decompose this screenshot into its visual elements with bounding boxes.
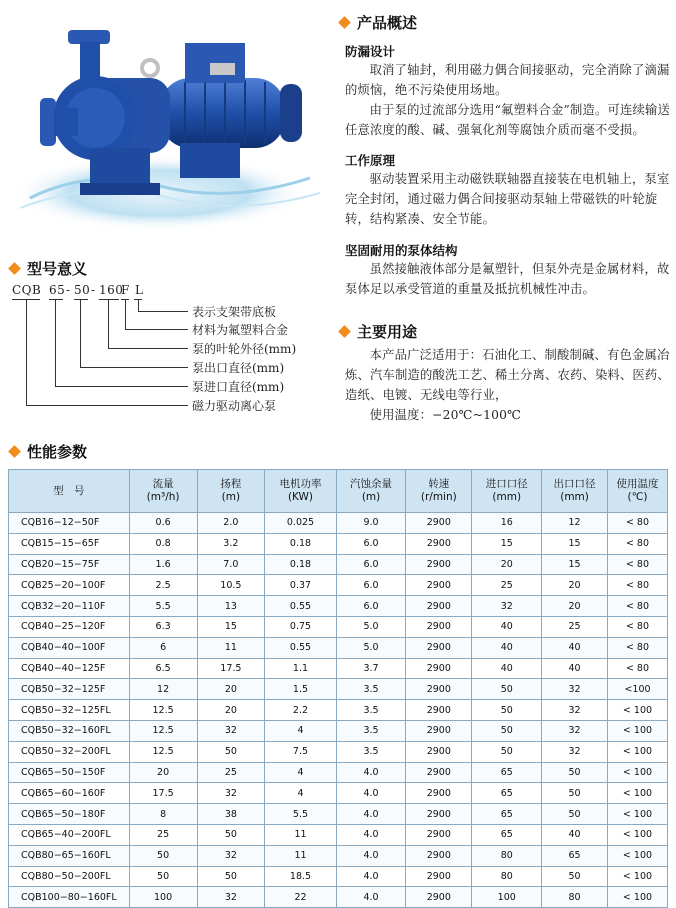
table-row: [9, 866, 668, 887]
leader-line: [80, 367, 188, 368]
table-row: [9, 533, 668, 554]
main-uses-title-text: 主要用途: [357, 323, 418, 341]
table-cell: 0.8: [129, 533, 197, 554]
table-cell: 50: [472, 700, 542, 721]
table-cell: 4.0: [336, 762, 405, 783]
table-cell: < 100: [607, 762, 667, 783]
table-cell: 2900: [406, 533, 472, 554]
table-cell: 2900: [406, 845, 472, 866]
table-cell: 5.5: [265, 804, 337, 825]
table-cell: 6.0: [336, 533, 405, 554]
column-header-label: 型 号: [53, 484, 85, 497]
table-cell: 16: [472, 513, 542, 534]
table-cell: 7.0: [197, 554, 265, 575]
table-cell: 2900: [406, 554, 472, 575]
table-row: [9, 824, 668, 845]
column-header-label: 转速: [428, 478, 450, 490]
table-cell: 22: [265, 887, 337, 908]
column-header-unit: (m): [361, 491, 381, 503]
table-cell: 0.18: [265, 533, 337, 554]
table-cell: 6: [129, 637, 197, 658]
table-cell: 40: [472, 637, 542, 658]
table-row: [9, 596, 668, 617]
table-cell: 20: [542, 596, 608, 617]
table-cell: 0.55: [265, 637, 337, 658]
table-cell: 5.0: [336, 616, 405, 637]
table-cell: 2900: [406, 679, 472, 700]
model-cell: CQB50−32−200FL: [9, 741, 130, 762]
table-cell: < 100: [607, 824, 667, 845]
table-cell: 4.0: [336, 887, 405, 908]
table-cell: 15: [197, 616, 265, 637]
table-cell: 50: [542, 783, 608, 804]
table-cell: 11: [265, 824, 337, 845]
column-header: [197, 470, 265, 513]
table-cell: 65: [472, 762, 542, 783]
table-cell: < 80: [607, 637, 667, 658]
working-principle-heading: 工作原理: [345, 153, 396, 168]
model-code-inlet: 65: [49, 283, 66, 297]
table-cell: 3.5: [336, 741, 405, 762]
table-cell: 6.3: [129, 616, 197, 637]
table-cell: 2900: [406, 762, 472, 783]
column-header-label: 流量: [152, 478, 174, 490]
table-cell: 20: [197, 700, 265, 721]
column-header: [406, 470, 472, 513]
legend-outlet-diameter: 泵出口直径(mm): [192, 361, 285, 375]
table-cell: 17.5: [129, 783, 197, 804]
table-cell: 50: [542, 804, 608, 825]
model-code-impeller: 160: [99, 283, 124, 297]
main-uses-title: [340, 321, 417, 342]
table-cell: 2900: [406, 741, 472, 762]
model-cell: CQB20−15−75F: [9, 554, 130, 575]
table-cell: 9.0: [336, 513, 405, 534]
table-cell: < 80: [607, 575, 667, 596]
table-row: [9, 637, 668, 658]
column-header-unit: (mm): [560, 491, 589, 503]
model-code-dash-1: -: [66, 283, 71, 297]
table-cell: 4.0: [336, 866, 405, 887]
table-cell: 40: [542, 637, 608, 658]
legend-base-plate: 表示支架带底板: [192, 305, 277, 319]
table-cell: 2900: [406, 804, 472, 825]
table-cell: 50: [472, 741, 542, 762]
column-header: [336, 470, 405, 513]
table-body: [9, 513, 668, 908]
table-cell: 15: [472, 533, 542, 554]
table-cell: 32: [542, 741, 608, 762]
table-cell: 2900: [406, 824, 472, 845]
column-header-label: 电机功率: [279, 478, 322, 490]
model-cell: CQB50−32−160FL: [9, 720, 130, 741]
table-cell: 1.5: [265, 679, 337, 700]
main-uses-paragraph: 本产品广泛适用于：石油化工、制酸制碱、有色金属冶炼、汽车制造的酸洗工艺、稀土分离、农药、染料、医药、造纸、电镀、无线电等行业，: [345, 348, 670, 402]
table-cell: 65: [472, 804, 542, 825]
leader-line: [138, 311, 188, 312]
table-row: [9, 575, 668, 596]
table-cell: 2900: [406, 700, 472, 721]
model-cell: CQB65−50−150F: [9, 762, 130, 783]
table-cell: 2.0: [197, 513, 265, 534]
table-cell: 0.55: [265, 596, 337, 617]
table-cell: 6.5: [129, 658, 197, 679]
product-overview-title-text: 产品概述: [357, 14, 418, 32]
table-cell: 10.5: [197, 575, 265, 596]
table-cell: 32: [197, 845, 265, 866]
leader-line: [108, 348, 188, 349]
table-cell: 8: [129, 804, 197, 825]
model-cell: CQB65−60−160F: [9, 783, 130, 804]
model-meaning-title-text: 型号意义: [27, 260, 88, 278]
table-row: [9, 762, 668, 783]
leader-line: [108, 299, 109, 348]
model-cell: CQB50−32−125F: [9, 679, 130, 700]
structure-heading: 坚固耐用的泵体结构: [345, 243, 458, 258]
leakproof-paragraph-2: 由于泵的过流部分选用“氟塑料合金”制造。可连续输送任意浓度的酸、碱、强氧化剂等腐蚀介质而毫不受损。: [345, 103, 670, 137]
table-cell: 32: [197, 887, 265, 908]
table-cell: 0.18: [265, 554, 337, 575]
table-cell: < 100: [607, 741, 667, 762]
column-header-unit: (m): [221, 491, 241, 503]
table-cell: <100: [607, 679, 667, 700]
table-cell: 50: [472, 720, 542, 741]
performance-table: [8, 469, 668, 908]
table-cell: 2.2: [265, 700, 337, 721]
leader-line: [125, 299, 126, 329]
table-cell: 2900: [406, 513, 472, 534]
table-cell: 100: [129, 887, 197, 908]
table-cell: 17.5: [197, 658, 265, 679]
table-cell: 18.5: [265, 866, 337, 887]
table-cell: 50: [197, 741, 265, 762]
model-meaning-title: [10, 258, 87, 279]
underline: [74, 299, 88, 300]
model-cell: CQB40−40−125F: [9, 658, 130, 679]
column-header: [607, 470, 667, 513]
column-header-unit: (KW): [287, 491, 314, 503]
column-header: [9, 470, 130, 513]
model-cell: CQB65−50−180F: [9, 804, 130, 825]
table-cell: < 100: [607, 887, 667, 908]
table-cell: 50: [542, 762, 608, 783]
table-cell: < 80: [607, 616, 667, 637]
table-cell: 12.5: [129, 700, 197, 721]
leakproof-heading: 防漏设计: [345, 44, 396, 59]
table-cell: 20: [542, 575, 608, 596]
table-cell: 6.0: [336, 596, 405, 617]
table-cell: 4: [265, 783, 337, 804]
table-cell: 40: [472, 658, 542, 679]
model-cell: CQB15−15−65F: [9, 533, 130, 554]
legend-pump-type: 磁力驱动离心泵: [192, 399, 277, 413]
model-code-l: L: [135, 283, 144, 297]
table-cell: 6.0: [336, 575, 405, 596]
table-cell: 5.0: [336, 637, 405, 658]
table-cell: 50: [542, 866, 608, 887]
table-cell: 25: [197, 762, 265, 783]
column-header-label: 扬程: [220, 478, 242, 490]
table-cell: < 100: [607, 700, 667, 721]
table-cell: 65: [472, 824, 542, 845]
leader-line: [26, 405, 188, 406]
table-cell: < 80: [607, 533, 667, 554]
table-cell: 50: [197, 866, 265, 887]
leader-line: [26, 299, 27, 405]
table-cell: 50: [129, 845, 197, 866]
column-header-label: 出口口径: [553, 478, 596, 490]
working-principle-paragraph: 驱动装置采用主动磁铁联轴器直接装在电机轴上，泵室完全封闭，通过磁力偶合间接驱动泵轴上带磁铁的叶轮旋转，结构紧凑、安全节能。: [345, 172, 670, 226]
column-header-label: 使用温度: [616, 478, 659, 490]
table-cell: 40: [542, 658, 608, 679]
model-cell: CQB100−80−160FL: [9, 887, 130, 908]
table-cell: 15: [542, 554, 608, 575]
legend-impeller-diameter: 泵的叶轮外径(mm): [192, 342, 297, 356]
table-header-row: [9, 470, 668, 513]
table-cell: 0.025: [265, 513, 337, 534]
table-cell: < 80: [607, 554, 667, 575]
table-row: [9, 554, 668, 575]
model-cell: CQB40−25−120F: [9, 616, 130, 637]
leader-line: [55, 299, 56, 386]
table-row: [9, 700, 668, 721]
legend-material: 材料为氟塑料合金: [192, 323, 289, 337]
column-header-unit: (m³/h): [146, 491, 180, 503]
table-cell: 2900: [406, 575, 472, 596]
model-cell: CQB32−20−110F: [9, 596, 130, 617]
diamond-bullet-icon: [8, 445, 21, 458]
product-overview-title: [340, 12, 417, 33]
diamond-bullet-icon: [338, 16, 351, 29]
table-cell: 4.0: [336, 845, 405, 866]
table-cell: 2900: [406, 887, 472, 908]
model-cell: CQB16−12−50F: [9, 513, 130, 534]
table-cell: 2900: [406, 866, 472, 887]
table-cell: 15: [542, 533, 608, 554]
table-cell: 32: [542, 720, 608, 741]
table-cell: 2900: [406, 637, 472, 658]
table-cell: 32: [542, 700, 608, 721]
table-cell: 11: [197, 637, 265, 658]
table-cell: 25: [542, 616, 608, 637]
table-cell: 100: [472, 887, 542, 908]
performance-title-text: 性能参数: [27, 443, 88, 461]
table-cell: 32: [542, 679, 608, 700]
leakproof-paragraph-1: 取消了轴封，利用磁力偶合间接驱动，完全消除了滴漏的烦恼，绝不污染使用场地。: [345, 63, 670, 97]
table-row: [9, 616, 668, 637]
table-row: [9, 804, 668, 825]
table-cell: 40: [472, 616, 542, 637]
structure-paragraph: 虽然接触液体部分是氟塑针，但泵外壳是金属材料，故泵体足以承受管道的重量及抵抗机械性冲击。: [345, 262, 670, 296]
model-code-outlet: 50: [74, 283, 91, 297]
table-cell: 3.5: [336, 720, 405, 741]
table-cell: 13: [197, 596, 265, 617]
table-cell: 6.0: [336, 554, 405, 575]
table-cell: 7.5: [265, 741, 337, 762]
table-cell: 0.6: [129, 513, 197, 534]
table-cell: 2900: [406, 616, 472, 637]
table-cell: 3.2: [197, 533, 265, 554]
table-cell: 3.5: [336, 679, 405, 700]
model-cell: CQB80−65−160FL: [9, 845, 130, 866]
table-row: [9, 513, 668, 534]
table-cell: 80: [472, 845, 542, 866]
diamond-bullet-icon: [338, 325, 351, 338]
table-cell: 65: [472, 783, 542, 804]
table-cell: 12.5: [129, 741, 197, 762]
table-cell: 1.6: [129, 554, 197, 575]
leader-line: [80, 299, 81, 367]
model-cell: CQB50−32−125FL: [9, 700, 130, 721]
table-cell: 0.37: [265, 575, 337, 596]
table-cell: 80: [542, 887, 608, 908]
table-cell: 65: [542, 845, 608, 866]
underline: [99, 299, 119, 300]
table-cell: < 80: [607, 596, 667, 617]
table-cell: < 80: [607, 513, 667, 534]
table-row: [9, 658, 668, 679]
column-header-unit: (℃): [627, 491, 648, 503]
table-cell: 50: [197, 824, 265, 845]
table-cell: 40: [542, 824, 608, 845]
table-cell: 2900: [406, 658, 472, 679]
table-cell: 25: [129, 824, 197, 845]
column-header: [542, 470, 608, 513]
model-cell: CQB80−50−200FL: [9, 866, 130, 887]
model-code-f: F: [121, 283, 130, 297]
performance-title: [10, 441, 87, 462]
table-cell: 38: [197, 804, 265, 825]
column-header: [265, 470, 337, 513]
pump-image: [10, 8, 330, 233]
column-header-label: 汽蚀余量: [350, 478, 393, 490]
table-cell: 4: [265, 720, 337, 741]
model-code-dash-2: -: [91, 283, 96, 297]
table-cell: 32: [197, 720, 265, 741]
table-cell: 12: [129, 679, 197, 700]
table-cell: 4.0: [336, 783, 405, 804]
diamond-bullet-icon: [8, 262, 21, 275]
table-cell: 32: [197, 783, 265, 804]
table-cell: 12.5: [129, 720, 197, 741]
table-cell: 20: [129, 762, 197, 783]
table-cell: 80: [472, 866, 542, 887]
table-cell: 50: [472, 679, 542, 700]
table-cell: < 100: [607, 804, 667, 825]
usage-temperature: 使用温度：−20℃~100℃: [369, 408, 522, 422]
table-cell: 50: [129, 866, 197, 887]
table-cell: < 100: [607, 866, 667, 887]
table-cell: 11: [265, 845, 337, 866]
table-cell: < 100: [607, 845, 667, 866]
table-cell: 4.0: [336, 804, 405, 825]
table-row: [9, 679, 668, 700]
table-cell: 2.5: [129, 575, 197, 596]
table-cell: < 80: [607, 658, 667, 679]
underline: [49, 299, 63, 300]
table-row: [9, 783, 668, 804]
column-header-unit: (r/min): [420, 491, 457, 503]
model-cell: CQB25−20−100F: [9, 575, 130, 596]
leader-line: [138, 299, 139, 311]
table-cell: 0.75: [265, 616, 337, 637]
table-cell: < 100: [607, 720, 667, 741]
table-cell: 20: [472, 554, 542, 575]
table-cell: 20: [197, 679, 265, 700]
table-cell: 4: [265, 762, 337, 783]
leader-line: [55, 386, 188, 387]
table-row: [9, 741, 668, 762]
table-cell: 2900: [406, 783, 472, 804]
table-cell: 3.7: [336, 658, 405, 679]
table-cell: 2900: [406, 596, 472, 617]
column-header-label: 进口口径: [485, 478, 528, 490]
table-row: [9, 887, 668, 908]
table-cell: 4.0: [336, 824, 405, 845]
table-cell: 3.5: [336, 700, 405, 721]
table-cell: 25: [472, 575, 542, 596]
model-code-cqb: CQB: [12, 283, 42, 297]
table-cell: < 100: [607, 783, 667, 804]
column-header: [129, 470, 197, 513]
model-cell: CQB65−40−200FL: [9, 824, 130, 845]
table-row: [9, 720, 668, 741]
table-cell: 5.5: [129, 596, 197, 617]
table-cell: 1.1: [265, 658, 337, 679]
table-cell: 12: [542, 513, 608, 534]
column-header: [472, 470, 542, 513]
table-cell: 2900: [406, 720, 472, 741]
table-row: [9, 845, 668, 866]
leader-line: [125, 329, 188, 330]
legend-inlet-diameter: 泵进口直径(mm): [192, 380, 285, 394]
table-cell: 32: [472, 596, 542, 617]
model-cell: CQB40−40−100F: [9, 637, 130, 658]
column-header-unit: (mm): [492, 491, 522, 503]
